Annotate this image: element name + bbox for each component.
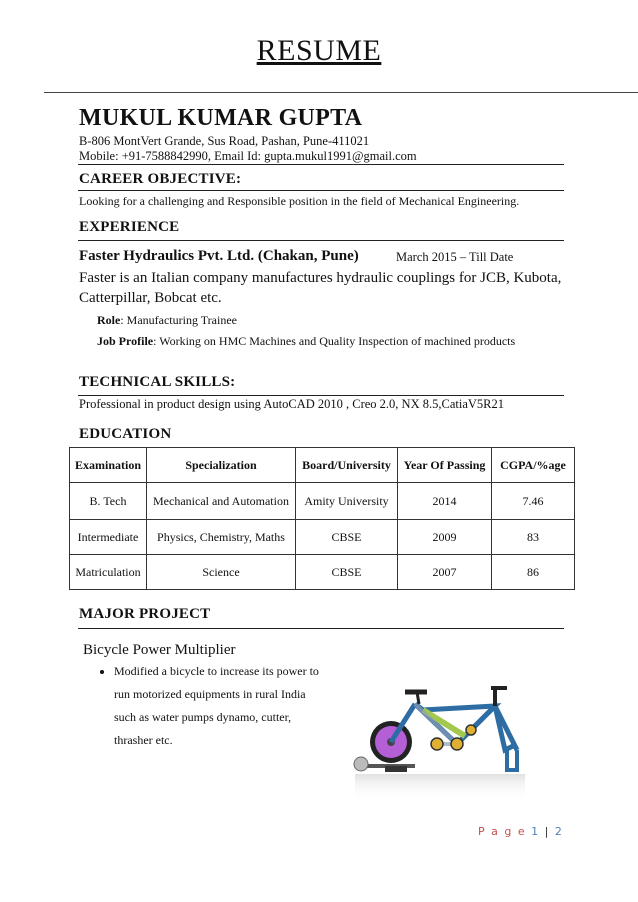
page-separator: | (544, 825, 550, 838)
table-cell: 7.46 (492, 483, 575, 520)
experience-dates: March 2015 – Till Date (396, 250, 514, 264)
technical-skills-text: Professional in product design using AutoCAD 2010 , Creo 2.0, NX 8.5,CatiaV5R21 (79, 397, 504, 411)
table-cell: Amity University (296, 483, 398, 520)
major-project-heading: MAJOR PROJECT (79, 606, 211, 622)
company-description: Faster is an Italian company manufactures hydraulic couplings for JCB, Kubota, Catterpillar, Bobcat etc. (79, 270, 562, 306)
job-profile-line (97, 334, 515, 349)
candidate-name: MUKUL KUMAR GUPTA (79, 105, 363, 131)
header-board: Board/University (296, 448, 398, 483)
header-specialization: Specialization (147, 448, 296, 483)
table-cell: 83 (492, 520, 575, 555)
table-cell: Matriculation (70, 555, 147, 590)
career-objective-text: Looking for a challenging and Responsible position in the field of Mechanical Engineering. (79, 194, 520, 208)
table-cell: CBSE (296, 555, 398, 590)
header-divider (78, 164, 564, 165)
career-objective-divider (78, 190, 564, 191)
table-cell: 86 (492, 555, 575, 590)
title-divider (44, 92, 638, 93)
table-cell: 2014 (398, 483, 492, 520)
bicycle-illustration (345, 676, 535, 806)
job-profile-value: : Working on HMC Machines and Quality Inspection of machined products (153, 334, 516, 348)
job-profile-label: Job Profile (97, 334, 154, 348)
header-examination: Examination (70, 448, 147, 483)
table-cell: Mechanical and Automation (147, 483, 296, 520)
list-item: • Modified a bicycle to increase its power to run motorized equipments in rural India such as water pumps dynamo, cutter, thrasher etc. (114, 660, 324, 752)
major-project-divider (78, 628, 564, 629)
role-line (97, 313, 237, 328)
table-header-row (70, 448, 575, 483)
table-cell: Science (147, 555, 296, 590)
table-cell: CBSE (296, 520, 398, 555)
company-name: Faster Hydraulics Pvt. Ltd. (Chakan, Pune) (79, 248, 359, 264)
table-row (70, 520, 575, 555)
page-label: P a g e (478, 825, 527, 838)
project-title: Bicycle Power Multiplier (83, 642, 236, 658)
page-number: 1 (531, 825, 540, 838)
education-heading: EDUCATION (79, 426, 172, 442)
header-cgpa: CGPA/%age (492, 448, 575, 483)
address-line: B-806 MontVert Grande, Sus Road, Pashan, Pune-411021 (79, 134, 370, 148)
header-year: Year Of Passing (398, 448, 492, 483)
table-cell: Intermediate (70, 520, 147, 555)
resume-title: RESUME (256, 34, 382, 67)
table-cell: 2009 (398, 520, 492, 555)
technical-skills-heading: TECHNICAL SKILLS: (79, 374, 236, 390)
contact-line: Mobile: +91-7588842990, Email Id: gupta.mukul1991@gmail.com (79, 149, 417, 163)
education-table (69, 447, 575, 590)
role-label: Role (97, 313, 121, 327)
table-cell: Physics, Chemistry, Maths (147, 520, 296, 555)
experience-heading: EXPERIENCE (79, 219, 180, 235)
page-total: 2 (554, 825, 564, 838)
career-objective-heading: CAREER OBJECTIVE: (79, 171, 242, 187)
role-value: : Manufacturing Trainee (120, 313, 237, 327)
table-row (70, 555, 575, 590)
table-row (70, 483, 575, 520)
technical-skills-divider (78, 395, 564, 396)
table-cell: 2007 (398, 555, 492, 590)
experience-divider (78, 240, 564, 241)
table-cell: B. Tech (70, 483, 147, 520)
page-footer (478, 825, 563, 838)
project-bullet-list (92, 660, 324, 752)
